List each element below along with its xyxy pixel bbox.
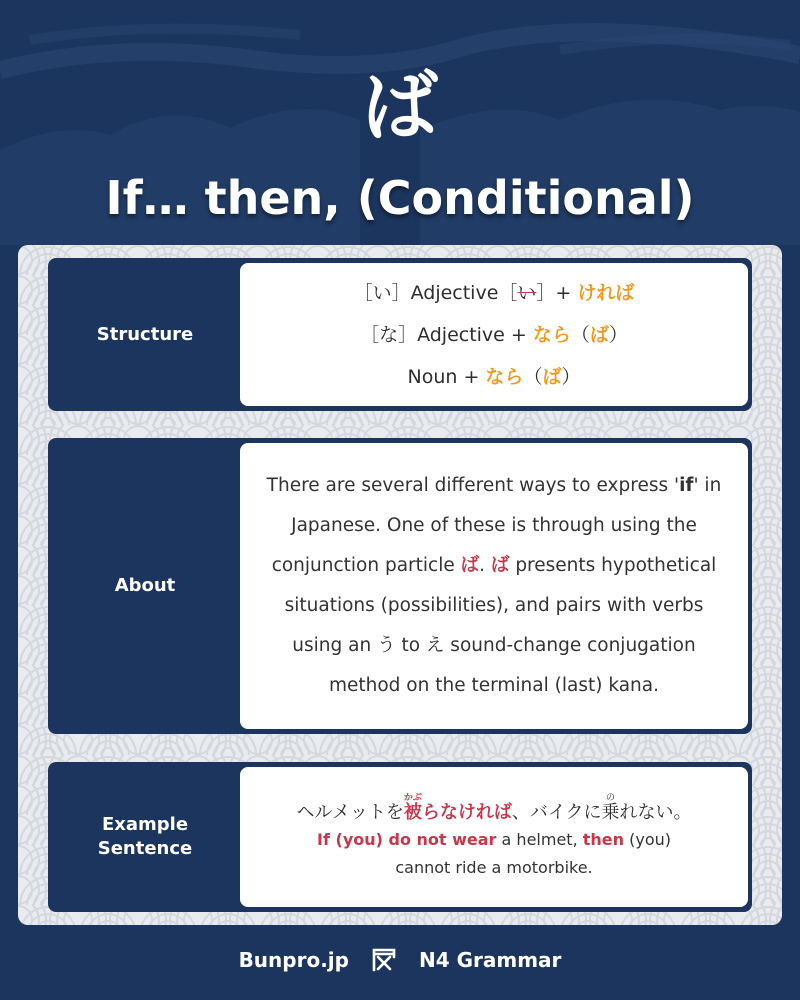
site-name: Bunpro.jp xyxy=(238,948,349,972)
example-english-line2: cannot ride a motorbike. xyxy=(395,857,593,877)
about-text: ' in Japanese. One of these is through using the conjunction particle xyxy=(271,475,722,576)
about-text: . xyxy=(479,555,491,576)
example-jp-text: 、バイクに xyxy=(511,801,602,823)
example-english-line1 xyxy=(317,826,671,854)
example-kanji: 被 xyxy=(403,801,422,823)
structure-card xyxy=(240,263,748,406)
hero-banner xyxy=(0,0,800,245)
structure-text: ［い］Adjective［ xyxy=(353,281,518,304)
example-furigana-word xyxy=(403,792,422,823)
example-furigana-word xyxy=(601,792,620,823)
structure-text: Noun + xyxy=(407,365,486,388)
structure-label: Structure xyxy=(96,323,194,345)
about-description xyxy=(240,466,748,706)
example-card xyxy=(240,767,748,907)
structure-i-adjective xyxy=(354,272,635,314)
about-particle: ば xyxy=(460,555,480,576)
example-en-highlight: If (you) do not wear xyxy=(317,829,497,849)
structure-highlight: ば xyxy=(542,365,562,388)
example-en-text: (you) xyxy=(624,829,671,849)
structure-text: ） xyxy=(608,323,628,346)
structure-highlight: ば xyxy=(589,323,609,346)
structure-text: （ xyxy=(523,365,543,388)
structure-text: ［な］Adjective + xyxy=(360,323,533,346)
example-kanji: 乗 xyxy=(601,801,620,823)
structure-text: ） xyxy=(561,365,581,388)
about-card xyxy=(240,443,748,729)
example-label xyxy=(48,762,242,912)
example-jp-text: ヘルメットを xyxy=(296,801,404,823)
example-en-highlight: then xyxy=(582,829,625,849)
structure-highlight: ければ xyxy=(577,281,635,304)
example-label-line: Sentence xyxy=(97,838,193,859)
about-text: There are several different ways to express ' xyxy=(266,475,680,496)
structure-section xyxy=(48,258,752,411)
grammar-point-title: If… then, (Conditional) xyxy=(105,171,695,225)
about-section xyxy=(48,438,752,734)
about-label: About xyxy=(114,575,176,596)
content-panel xyxy=(18,245,782,925)
structure-text: （ xyxy=(570,323,590,346)
furigana: かぶ xyxy=(403,792,422,803)
example-section xyxy=(48,762,752,912)
example-japanese xyxy=(296,793,691,826)
footer xyxy=(0,938,800,982)
structure-noun xyxy=(408,356,581,398)
furigana: の xyxy=(601,792,620,803)
bunpro-logo-icon xyxy=(369,945,399,975)
example-jp-highlight: らなければ xyxy=(421,801,512,823)
example-jp-text: れない。 xyxy=(619,801,692,823)
structure-highlight: なら xyxy=(532,323,571,346)
about-text: presents hypothetical situations (possibilities), and pairs with verbs using an う to え sound-change conjugation method on the terminal (last) kana. xyxy=(284,555,717,696)
structure-na-adjective xyxy=(360,314,628,356)
jlpt-level: N4 Grammar xyxy=(418,948,562,972)
grammar-point-kana: ば xyxy=(362,62,438,151)
structure-highlight: なら xyxy=(485,365,524,388)
struck-kana: い xyxy=(517,281,537,304)
example-label-line: Example xyxy=(101,814,189,835)
example-en-text: a helmet, xyxy=(496,829,583,849)
about-emphasis: if xyxy=(679,475,694,496)
structure-text: ］+ xyxy=(536,281,578,304)
about-particle: ば xyxy=(490,555,510,576)
